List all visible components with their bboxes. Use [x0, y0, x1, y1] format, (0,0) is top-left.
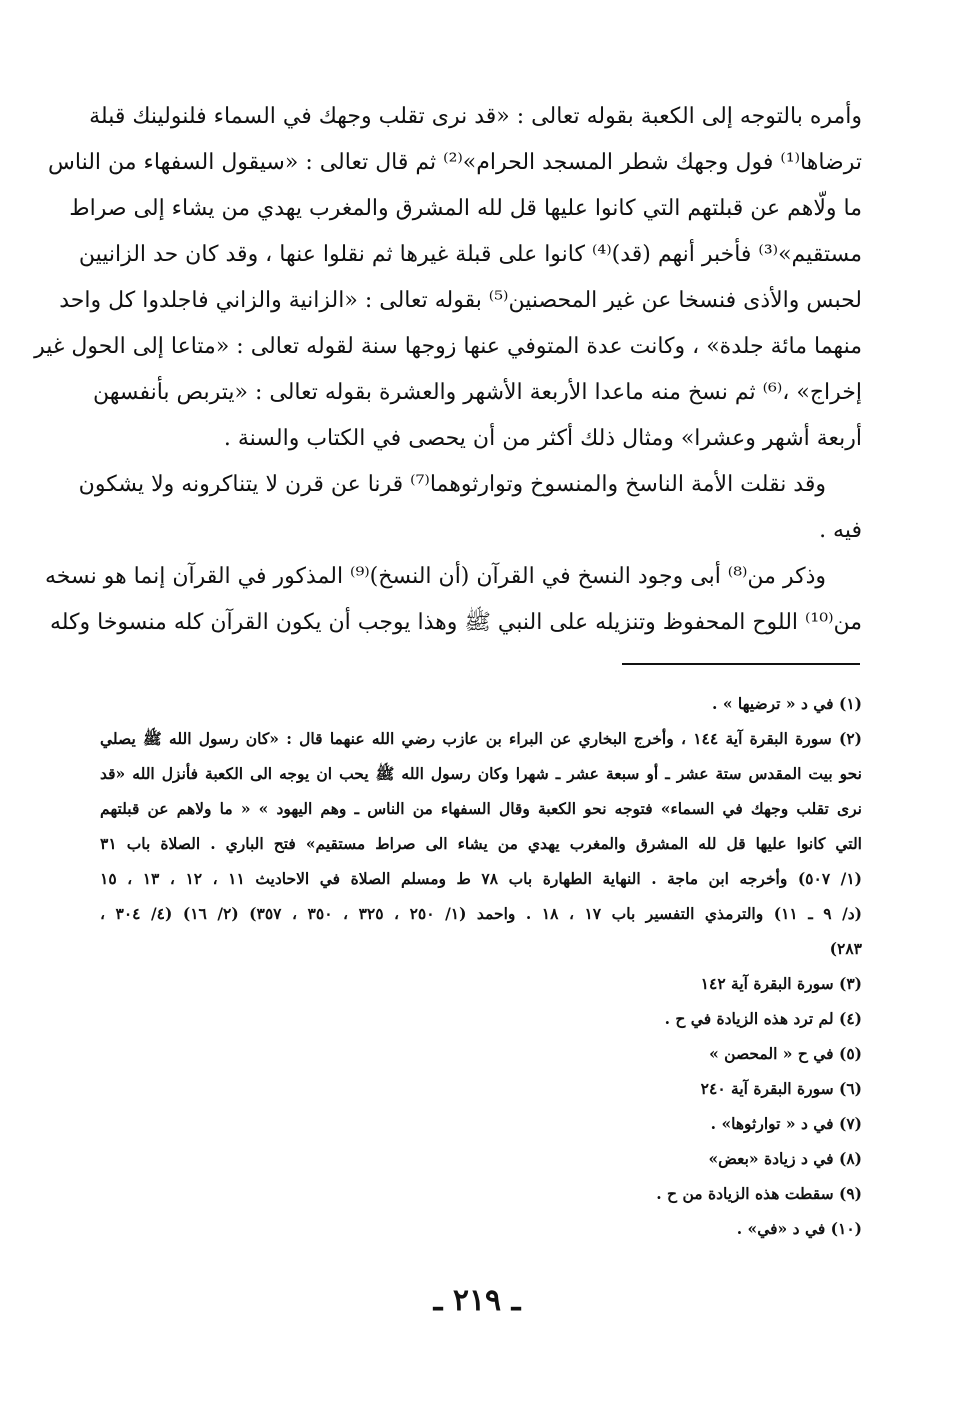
footnote-line: (٨) في د زيادة «بعض»	[708, 1149, 862, 1168]
footnote-line: نرى تقلب وجهك في السماء» فتوجه نحو الكعبة وقال السفهاء من الناس ـ وهم اليهود » « ما ولاهم عن قبلتهم	[100, 799, 862, 818]
footnote-line: (٧) في د « توارثوها» .	[710, 1114, 862, 1133]
main-text-line: ترضاها⁽¹⁾ فول وجهك شطر المسجد الحرام»⁽²⁾ ثم قال تعالى : «سيقول السفهاء من الناس	[48, 150, 862, 175]
main-text-line: من⁽¹⁰⁾ اللوح المحفوظ وتنزيله على النبي ﷺ وهذا يوجب أن يكون القرآن كله منسوخا وكله	[49, 610, 862, 635]
footnote-line: (٢) سورة البقرة آية ١٤٤ ، وأخرج البخاري عن البراء بن عازب رضي الله عنهما قال : «كان رسول الله ﷺ يصلي	[100, 729, 863, 748]
main-text-line: أربعة أشهر وعشرا» ومثال ذلك أكثر من أن يحصى في الكتاب والسنة .	[223, 426, 862, 451]
footnote-line: (٤) لم ترد هذه الزيادة في ح .	[664, 1009, 862, 1028]
page-number: ـ ٢١٩ ـ	[433, 1283, 521, 1318]
main-text-line: ما ولّاهم عن قبلتهم التي كانوا عليها قل لله المشرق والمغرب يهدي من يشاء إلى صراط	[69, 196, 862, 221]
main-text-line: مستقيم»⁽³⁾ فأخبر أنهم (قد)⁽⁴⁾ كانوا على قبلة غيرها ثم نقلوا عنها ، وقد كان حد الزانيين	[78, 242, 862, 267]
footnote-line: (٥) في ح « المحصن »	[709, 1044, 862, 1063]
footnote-line: (١٠) في د «في» .	[736, 1219, 862, 1238]
main-text-line: لحبس والأذى فنسخا عن غير المحصنين⁽⁵⁾ بقوله تعالى : «الزانية والزاني فاجلدوا كل واحد	[59, 288, 862, 313]
footnote-line: (٣) سورة البقرة آية ١٤٢	[700, 974, 862, 993]
main-text-line: وأمره بالتوجه إلى الكعبة بقوله تعالى : «قد نرى تقلب وجهك في السماء فلنولينك قبلة	[89, 104, 862, 129]
main-text-line: فيه .	[819, 518, 862, 543]
main-text-line: إخراج» ،⁽⁶⁾ ثم نسخ منه ماعدا الأربعة الأشهر والعشرة بقوله تعالى : «يتربص بأنفسهن	[92, 380, 862, 405]
main-text-line: منهما مائة جلدة» ، وكانت عدة المتوفي عنها زوجها سنة لقوله تعالى : «متاعا إلى الحول غير	[34, 334, 862, 359]
footnote-line: ٢٨٣)	[829, 939, 862, 958]
footnotes-block	[100, 686, 862, 1246]
main-text-block	[34, 94, 862, 646]
footnote-line: (د/ ٩ ـ ١١) والترمذي التفسير باب ١٧ ، ١٨ . واحمد (١/ ٢٥٠ ، ٣٢٥ ، ٣٥٠ ، ٣٥٧) (٢/ ١٦) (٤/ ٣٠٤ ،	[100, 904, 863, 923]
main-text-line: وقد نقلت الأمة الناسخ والمنسوخ وتوارثوهما⁽⁷⁾ قرنا عن قرن لا يتناكرونه ولا يشكون	[78, 472, 826, 497]
footnote-line: نحو بيت المقدس ستة عشر ـ أو سبعة عشر ـ شهرا وكان رسول الله ﷺ يحب ان يوجه الى الكعبة فأنزل الله «قد	[100, 764, 862, 783]
footnote-line: التي كانوا عليها قل لله المشرق والمغرب يهدي من يشاء الى صراط مستقيم» فتح الباري . الصلاة باب ٣١	[100, 834, 862, 853]
footnote-line: (١/ ٥٠٧) وأخرجه ابن ماجة . النهاية الطهارة باب ٧٨ ط ومسلم الصلاة في الاحاديث ١١ ، ١٢ ، ١٣ ، ١٥	[100, 869, 863, 888]
footnote-line: (٦) سورة البقرة آية ٢٤٠	[700, 1079, 862, 1098]
footnote-divider	[622, 663, 860, 665]
main-text-line: وذكر من⁽⁸⁾ أبى وجود النسخ في القرآن (أن النسخ)⁽⁹⁾ المذكور في القرآن إنما هو نسخه	[44, 564, 826, 589]
footnote-line: (١) في د « ترضيها » .	[712, 694, 862, 713]
footnote-line: (٩) سقطت هذه الزيادة من ح .	[656, 1184, 862, 1203]
